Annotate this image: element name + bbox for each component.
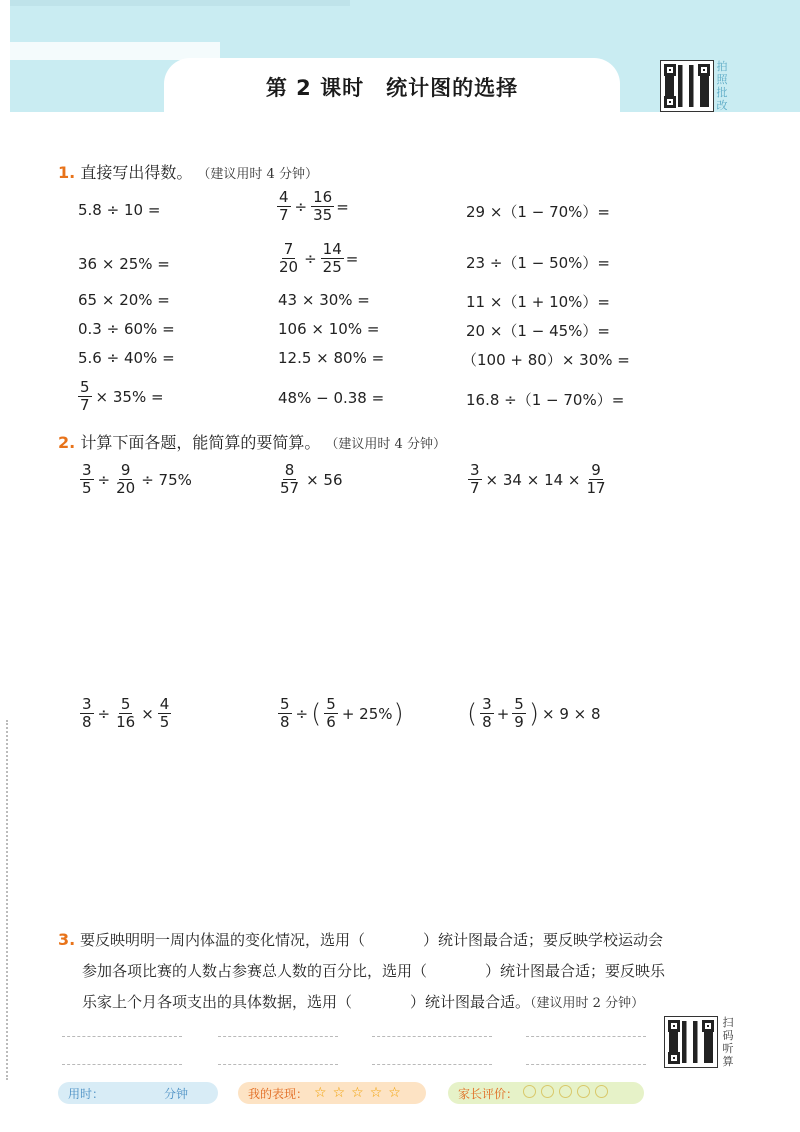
time-label: 用时：: [68, 1086, 105, 1101]
smiley-icon[interactable]: [523, 1085, 536, 1098]
denominator: 7: [279, 206, 289, 224]
q2-problem-3: [466, 462, 610, 497]
numerator: 3: [482, 695, 492, 713]
qr-label-char: 改: [716, 99, 728, 112]
qr-label-char: 照: [716, 73, 728, 86]
page-title: [164, 72, 620, 102]
rating-stars[interactable]: [308, 1085, 401, 1101]
fraction: [277, 189, 291, 224]
qr-label-char: 听: [722, 1042, 734, 1055]
q1-heading: 直接写出得数。: [80, 163, 193, 182]
header-top-strip: [10, 0, 350, 6]
fraction: [277, 241, 300, 276]
expr-text: + 25%: [341, 704, 393, 723]
q3-number: 3.: [58, 930, 76, 949]
denominator: 57: [280, 479, 300, 497]
denominator: 35: [313, 206, 333, 224]
q2-number: 2.: [58, 433, 76, 452]
numerator: 9: [120, 461, 131, 479]
operator: ÷: [97, 470, 111, 489]
time-unit: 分钟: [164, 1086, 189, 1101]
expr-text: × 35% =: [95, 387, 164, 406]
numerator: 8: [284, 461, 295, 479]
q2-problem-6: [466, 696, 601, 731]
q1-item: （100 + 80）× 30% =: [462, 351, 630, 369]
answer-line[interactable]: [526, 1036, 646, 1037]
fraction: [585, 462, 608, 497]
q1-item: 0.3 ÷ 60% =: [78, 320, 175, 338]
star-icon[interactable]: ☆: [351, 1085, 364, 1101]
qr-finder: [668, 1020, 680, 1032]
fraction: [468, 462, 482, 497]
numerator: 4: [279, 188, 289, 206]
q2-hint: （建议用时 4 分钟）: [325, 437, 446, 452]
denominator: 8: [82, 713, 92, 731]
denominator: 5: [82, 479, 92, 497]
qr-code-icon[interactable]: [660, 60, 714, 112]
qr-label-char: 算: [722, 1055, 734, 1068]
q3-text-part: ）统计图最合适。: [410, 993, 531, 1011]
q3-text-part: 要反映明明一周内体温的变化情况，选用（: [80, 931, 366, 949]
numerator: 5: [280, 695, 290, 713]
denominator: 8: [280, 713, 290, 731]
q1-item: 5.6 ÷ 40% =: [78, 349, 175, 367]
fraction: [78, 379, 92, 414]
answer-line[interactable]: [62, 1064, 182, 1065]
q1-heading-row: [58, 160, 318, 183]
answer-line[interactable]: [372, 1036, 492, 1037]
fraction: [80, 696, 94, 731]
q1-item: 65 × 20% =: [78, 291, 170, 309]
q1-item: 36 × 25% =: [78, 255, 170, 273]
parent-review-box: [448, 1082, 644, 1104]
denominator: 9: [514, 713, 524, 731]
numerator: 3: [82, 695, 92, 713]
answer-line[interactable]: [526, 1064, 646, 1065]
q1-item: 48% − 0.38 =: [278, 389, 385, 407]
qr-finder: [664, 64, 676, 76]
denominator: 25: [322, 258, 342, 276]
q1-number: 1.: [58, 163, 76, 182]
star-icon[interactable]: ☆: [369, 1085, 383, 1101]
operator: ÷: [304, 249, 317, 268]
qr-finder: [668, 1052, 680, 1064]
expr-text: × 34 × 14 ×: [485, 470, 581, 489]
operator: +: [496, 704, 510, 723]
fraction: [278, 696, 292, 731]
operator: ÷: [295, 704, 309, 723]
denominator: 17: [586, 479, 606, 497]
q2-heading-row: [58, 430, 446, 453]
fraction: [278, 462, 301, 497]
numerator: 4: [159, 695, 170, 713]
q1-item: 16.8 ÷（1 − 70%）=: [466, 391, 625, 409]
star-icon[interactable]: ☆: [332, 1085, 346, 1101]
denominator: 7: [80, 396, 90, 414]
rating-faces[interactable]: [518, 1085, 608, 1101]
q3-line-1: [58, 924, 748, 956]
operator: ×: [141, 704, 154, 723]
qr-finder: [698, 64, 710, 76]
qr-label-char: 码: [722, 1029, 734, 1042]
answer-line[interactable]: [372, 1064, 492, 1065]
q3-hint: （建议用时 2 分钟）: [530, 996, 645, 1011]
expr-text: ÷ 75%: [141, 470, 192, 489]
denominator: 7: [470, 479, 480, 497]
q2-heading: 计算下面各题，能简算的要简算。: [80, 433, 321, 452]
fraction: [158, 696, 172, 731]
q3-text-part: ）统计图最合适；要反映学校运动会: [423, 931, 664, 949]
denominator: 5: [159, 713, 170, 731]
fraction: [114, 462, 137, 497]
smiley-icon[interactable]: [577, 1085, 590, 1098]
denominator: 6: [326, 713, 336, 731]
smiley-icon[interactable]: [559, 1085, 572, 1098]
star-icon[interactable]: ☆: [388, 1085, 401, 1101]
expr-text: × 56: [306, 470, 343, 489]
q1-item-fraction: [275, 189, 349, 224]
smiley-icon[interactable]: [541, 1085, 554, 1098]
q1-item-fraction: [275, 241, 358, 276]
q1-hint: （建议用时 4 分钟）: [197, 167, 318, 182]
q3-text-part: 参加各项比赛的人数占参赛总人数的百分比，选用（: [82, 962, 428, 980]
q1-item: 106 × 10% =: [278, 320, 380, 338]
numerator: 3: [82, 461, 92, 479]
q3-text-part: 乐家上个月各项支出的具体数据，选用（: [82, 993, 353, 1011]
parent-review-label: 家长评价：: [458, 1086, 519, 1101]
q1-item: 5.8 ÷ 10 =: [78, 201, 161, 219]
numerator: 16: [313, 188, 333, 206]
equals: =: [336, 197, 349, 216]
left-paren: (: [467, 698, 478, 729]
q1-item-fraction: [76, 379, 164, 414]
expr-text: × 9 × 8: [541, 704, 601, 723]
q3-text-part: ）统计图最合适；要反映乐: [485, 962, 666, 980]
performance-label: 我的表现：: [248, 1086, 309, 1101]
qr-code-icon[interactable]: [664, 1016, 718, 1068]
fraction: [114, 696, 137, 731]
denominator: 16: [116, 713, 136, 731]
lesson-number: 第 2 课时: [265, 76, 365, 100]
fraction: [321, 241, 344, 276]
numerator: 5: [326, 695, 336, 713]
fraction: [480, 696, 494, 731]
q3-line-2: [58, 956, 748, 987]
q2-problem-1: [78, 462, 192, 497]
qr-label-char: 扫: [722, 1016, 734, 1029]
q2-problem-5: [276, 696, 405, 731]
q1-item: 20 ×（1 − 45%）=: [466, 322, 610, 340]
q2-problem-4: [78, 696, 173, 731]
fraction: [512, 696, 526, 731]
right-paren: ): [528, 698, 539, 729]
denominator: 20: [116, 479, 136, 497]
q2-problem-2: [276, 462, 343, 497]
q3-text: [58, 924, 748, 1019]
numerator: 5: [514, 695, 524, 713]
star-icon[interactable]: ☆: [314, 1085, 327, 1101]
equals: =: [345, 249, 359, 268]
fraction: [311, 189, 334, 224]
qr-finder: [664, 96, 676, 108]
fraction: [80, 462, 94, 497]
numerator: 14: [322, 240, 342, 258]
left-paren: (: [311, 698, 322, 729]
denominator: 8: [482, 713, 492, 731]
numerator: 9: [591, 461, 601, 479]
operator: ÷: [294, 197, 308, 216]
qr-finder: [702, 1020, 714, 1032]
qr-bottom-label: [722, 1016, 734, 1068]
time-used-box[interactable]: [58, 1082, 218, 1104]
fraction: [324, 696, 338, 731]
qr-label-char: 批: [716, 86, 728, 99]
numerator: 7: [283, 240, 294, 258]
numerator: 5: [120, 695, 131, 713]
q1-item: 11 ×（1 + 10%）=: [466, 293, 610, 311]
answer-line[interactable]: [218, 1036, 338, 1037]
q1-item: 43 × 30% =: [278, 291, 370, 309]
numerator: 5: [80, 378, 90, 396]
q1-item: 23 ÷（1 − 50%）=: [466, 254, 610, 272]
lesson-topic: 统计图的选择: [386, 76, 519, 100]
qr-top-label: [716, 60, 728, 112]
q1-item: 12.5 × 80% =: [278, 349, 385, 367]
binding-marks: [6, 720, 11, 1080]
operator: ÷: [97, 704, 111, 723]
right-paren: ): [393, 698, 404, 729]
denominator: 20: [279, 258, 299, 276]
qr-label-char: 拍: [716, 60, 728, 73]
answer-line[interactable]: [218, 1064, 338, 1065]
answer-line[interactable]: [62, 1036, 182, 1037]
numerator: 3: [470, 461, 480, 479]
smiley-icon[interactable]: [595, 1085, 608, 1098]
performance-box: [238, 1082, 426, 1104]
q1-item: 29 ×（1 − 70%）=: [466, 203, 610, 221]
q3-line-3: [58, 987, 748, 1019]
